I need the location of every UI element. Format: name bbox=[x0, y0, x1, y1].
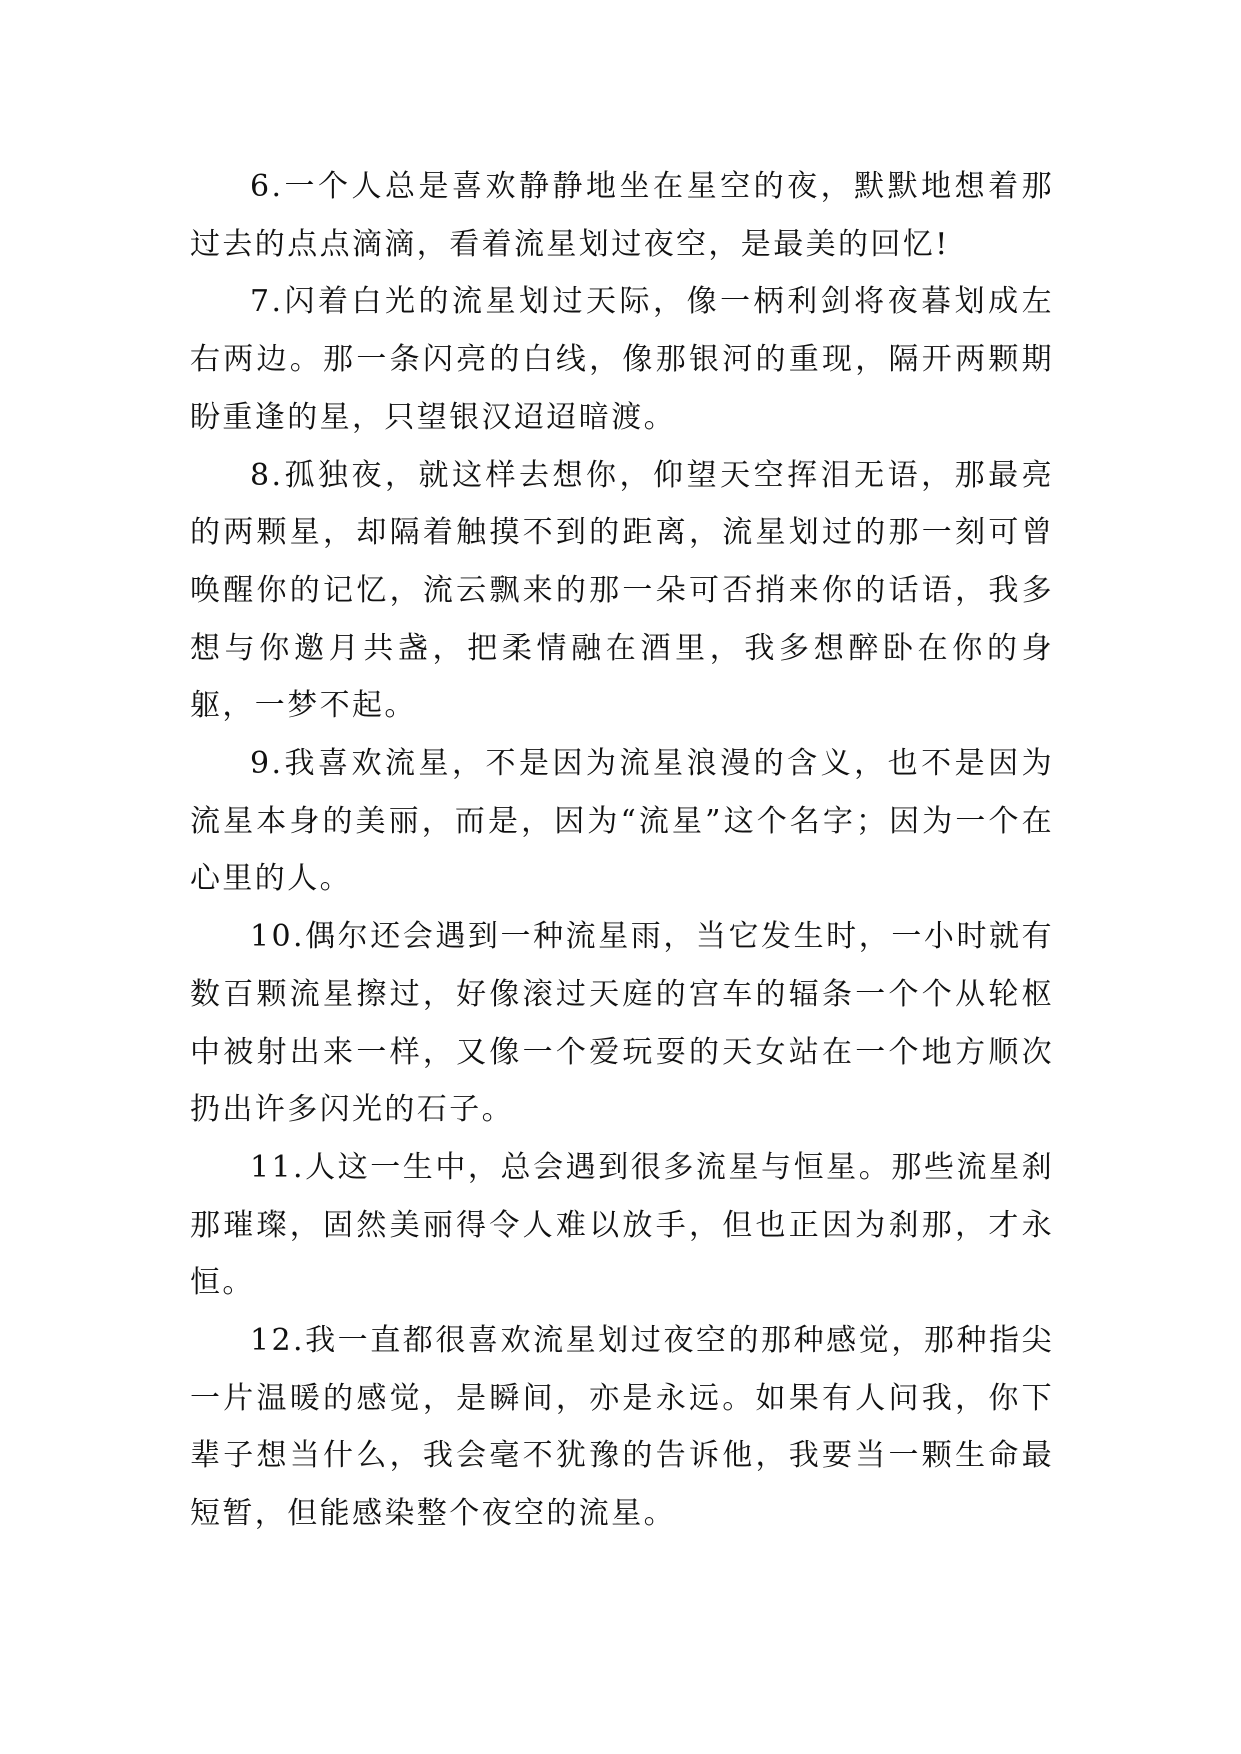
paragraph-11: 11.人这一生中，总会遇到很多流星与恒星。那些流星刹那璀璨，固然美丽得令人难以放手，但也正因为刹那，才永恒。 bbox=[190, 1149, 1054, 1301]
paragraph-7: 7.闪着白光的流星划过天际，像一柄利剑将夜暮划成左右两边。那一条闪亮的白线，像那银河的重现，隔开两颗期盼重逢的星，只望银汉迢迢暗渡。 bbox=[190, 284, 1054, 435]
paragraph-6: 6.一个人总是喜欢静静地坐在星空的夜，默默地想着那过去的点点滴滴，看着流星划过夜空，是最美的回忆! bbox=[190, 169, 1054, 262]
document-body bbox=[190, 158, 1054, 1543]
paragraph-8: 8.孤独夜，就这样去想你，仰望天空挥泪无语，那最亮的两颗星，却隔着触摸不到的距离，流星划过的那一刻可曾唤醒你的记忆，流云飘来的那一朵可否捎来你的话语，我多想与你邀月共盏，把柔情融在酒里，我多想醉卧在你的身躯，一梦不起。 bbox=[190, 457, 1054, 724]
paragraph-12: 12.我一直都很喜欢流星划过夜空的那种感觉，那种指尖一片温暖的感觉，是瞬间，亦是永远。如果有人问我，你下辈子想当什么，我会毫不犹豫的告诉他，我要当一颗生命最短暂，但能感染整个夜空的流星。 bbox=[190, 1323, 1054, 1532]
paragraph-9: 9.我喜欢流星，不是因为流星浪漫的含义，也不是因为流星本身的美丽，而是，因为“流星”这个名字；因为一个在心里的人。 bbox=[190, 746, 1054, 897]
paragraph-10: 10.偶尔还会遇到一种流星雨，当它发生时，一小时就有数百颗流星擦过，好像滚过天庭的宫车的辐条一个个从轮枢中被射出来一样，又像一个爱玩耍的天女站在一个地方顺次扔出许多闪光的石子。 bbox=[190, 919, 1054, 1128]
